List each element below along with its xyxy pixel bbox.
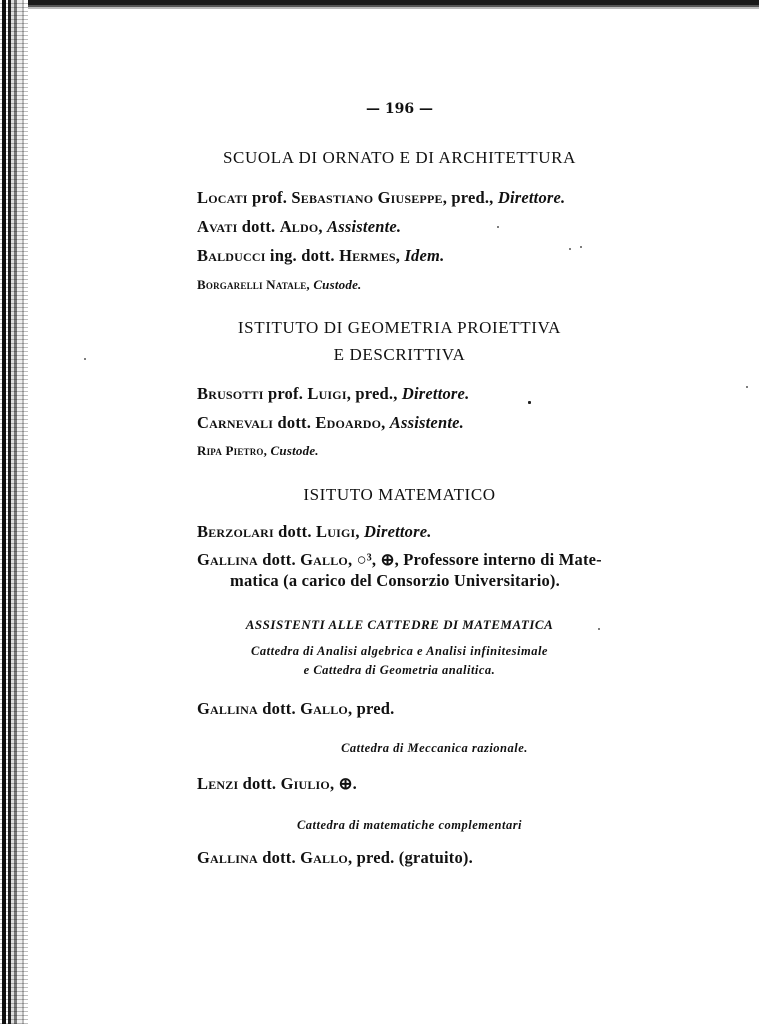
entry-given-name: Gallo <box>300 550 348 569</box>
entry-detail: , <box>318 217 328 236</box>
entry-role: Direttore. <box>364 522 432 541</box>
entry-given-name: Natale <box>266 277 307 292</box>
entry-detail: , ⊕. <box>329 774 357 793</box>
entry-gallina-pred <box>197 699 394 719</box>
entry-lenzi <box>197 774 357 794</box>
entry-surname: Ripa <box>197 443 223 458</box>
entry-surname: Gallina <box>197 550 258 569</box>
scan-speck <box>497 226 499 228</box>
entry-ripa <box>197 443 319 459</box>
entry-avati <box>197 217 401 237</box>
entry-given-name: Gallo <box>300 699 348 718</box>
subheading-assistenti: ASSISTENTI ALLE CATTEDRE DI MATEMATICA <box>245 617 554 632</box>
entry-title: prof. <box>263 384 308 403</box>
entry-title: dott. <box>273 413 316 432</box>
entry-title: ing. dott. <box>265 246 340 265</box>
section-heading-matematico: ISITUTO MATEMATICO <box>303 485 496 504</box>
entry-given-name: Aldo <box>279 217 319 236</box>
entry-given-name: Hermes <box>339 246 396 265</box>
entry-continuation: matica (a carico del Consorzio Universitario). <box>230 571 560 590</box>
entry-surname: Avati <box>197 217 238 236</box>
entry-surname: Borgarelli <box>197 277 263 292</box>
entry-surname: Gallina <box>197 699 258 718</box>
entry-detail: , <box>263 443 271 458</box>
entry-surname: Balducci <box>197 246 266 265</box>
entry-role: Direttore. <box>401 384 470 403</box>
entry-detail: , ○³, ⊕, Professore interno di Mate- <box>347 550 602 569</box>
entry-role: Assistente. <box>327 217 402 236</box>
entry-title: dott. <box>257 550 301 569</box>
entry-detail: , <box>381 413 390 432</box>
entry-given-name: Sebastiano Giuseppe <box>291 188 443 207</box>
chair-title-analisi-line1: Cattedra di Analisi algebrica e Analisi infinitesimale <box>251 644 548 658</box>
entry-detail: , pred. (gratuito). <box>347 848 473 867</box>
scan-speck <box>598 628 600 630</box>
entry-gallina-professore <box>197 550 602 591</box>
entry-role: Custode. <box>313 277 362 292</box>
section-heading-scuola-ornato: SCUOLA DI ORNATO E DI ARCHITETTURA <box>222 148 576 167</box>
section-heading-geometria-line1: ISTITUTO DI GEOMETRIA PROIETTIVA <box>237 318 562 337</box>
entry-detail: , <box>355 522 365 541</box>
scan-top-border <box>0 0 759 9</box>
entry-title: dott. <box>273 522 317 541</box>
entry-surname: Carnevali <box>197 413 274 432</box>
entry-given-name: Pietro <box>225 443 264 458</box>
entry-given-name: Giulio <box>280 774 330 793</box>
chair-title-complementari: Cattedra di matematiche complementari <box>296 818 523 832</box>
entry-role: Direttore. <box>497 188 566 207</box>
entry-detail: , <box>395 246 405 265</box>
scan-speck <box>569 248 571 250</box>
entry-balducci <box>197 246 444 266</box>
entry-given-name: Edoardo <box>315 413 382 432</box>
entry-locati <box>197 188 565 208</box>
entry-surname: Locati <box>197 188 248 207</box>
entry-surname: Brusotti <box>197 384 264 403</box>
entry-detail: , pred., <box>346 384 402 403</box>
entry-detail: , pred. <box>347 699 395 718</box>
entry-role: Assistente. <box>389 413 464 432</box>
entry-title: prof. <box>247 188 292 207</box>
entry-given-name: Gallo <box>300 848 348 867</box>
entry-berzolari <box>197 522 432 542</box>
entry-title: dott. <box>238 774 281 793</box>
entry-title: dott. <box>257 848 301 867</box>
entry-detail: , <box>306 277 314 292</box>
entry-given-name: Luigi <box>307 384 347 403</box>
entry-brusotti <box>197 384 469 404</box>
entry-gallina-gratuito <box>197 848 473 868</box>
entry-carnevali <box>197 413 464 433</box>
page-number: — 196 — <box>366 101 433 117</box>
entry-surname: Lenzi <box>197 774 239 793</box>
scan-speck <box>746 386 748 388</box>
entry-given-name: Luigi <box>316 522 356 541</box>
scan-speck <box>580 246 582 248</box>
entry-title: dott. <box>257 699 301 718</box>
scan-speck <box>84 358 86 360</box>
entry-detail: , pred., <box>442 188 498 207</box>
entry-surname: Gallina <box>197 848 258 867</box>
entry-surname: Berzolari <box>197 522 274 541</box>
scan-speck <box>528 401 531 404</box>
entry-title: dott. <box>237 217 280 236</box>
entry-role: Custode. <box>270 443 319 458</box>
section-heading-geometria-line2: E DESCRITTIVA <box>333 345 466 364</box>
entry-role: Idem. <box>404 246 445 265</box>
chair-title-meccanica: Cattedra di Meccanica razionale. <box>341 741 528 755</box>
chair-title-analisi-line2: e Cattedra di Geometria analitica. <box>303 663 496 677</box>
entry-borgarelli <box>197 277 362 293</box>
